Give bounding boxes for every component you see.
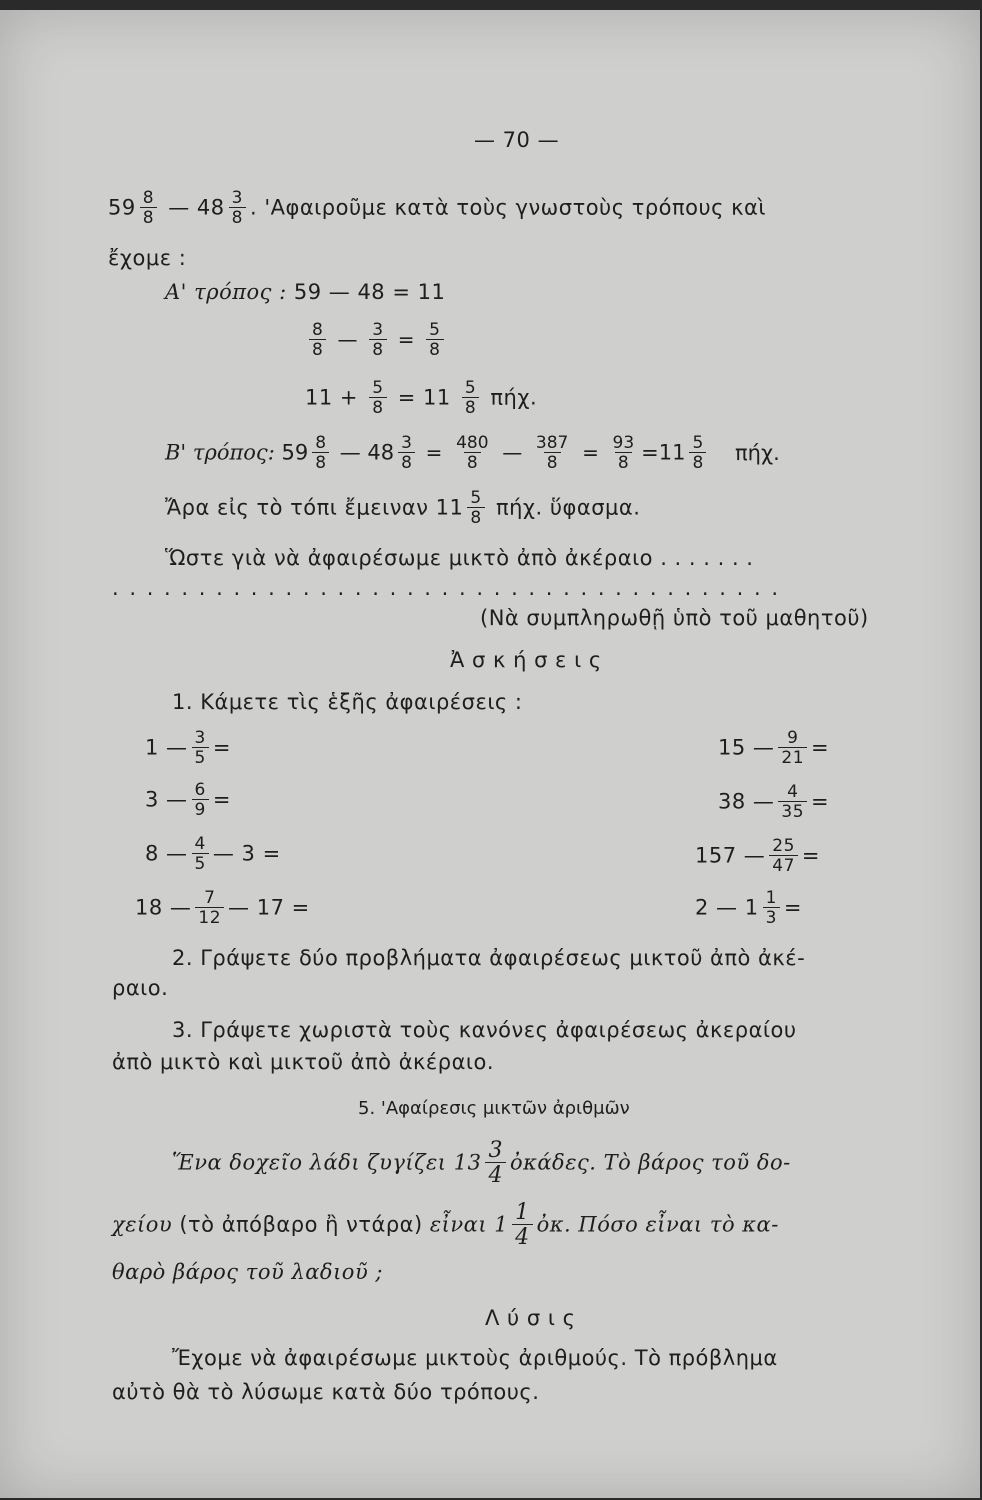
problem-right-4: 2 — 1 $\frac{1}{3}$ = xyxy=(695,888,803,928)
intro-line-2: ἔχομε : xyxy=(108,246,187,270)
problem-fraction-2: $\frac{1}{4}$ xyxy=(512,1202,533,1249)
remainder-tail: πήχ. ὕφασμα. xyxy=(495,495,641,520)
method-a-fraction-line: $\frac{8}{8}$ — $\frac{3}{8}$ = $\frac{5}{8}$ xyxy=(305,322,448,359)
so-line: Ὥστε γιὰ νὰ ἀφαιρέσωμε μικτὸ ἀπὸ ἀκέραιο . . . . . . . xyxy=(165,546,754,570)
method-a-eq: 59 — 48 = 11 xyxy=(293,280,446,304)
solution-line-2: αὐτὸ θὰ τὸ λύσωμε κατὰ δύο τρόπους. xyxy=(112,1380,540,1404)
intro-whole1: 59 xyxy=(108,195,136,220)
method-a-label: Α' τρόπος : xyxy=(165,280,287,304)
method-b-label: Β' τρόπος: xyxy=(165,440,275,465)
frac-a2: $\frac{3}{8}$ xyxy=(369,322,386,359)
problem-line-3: θαρὸ βάρος τοῦ λαδιοῦ ; xyxy=(112,1260,383,1284)
problem-right-1: 15 — $\frac{9}{21}$ = xyxy=(718,728,830,768)
frac-a5: $\frac{5}{8}$ xyxy=(462,380,479,417)
book-page xyxy=(0,10,980,1498)
frac-b3: $\frac{480}{8}$ xyxy=(456,433,489,473)
problem-line-2 xyxy=(112,1202,779,1249)
problem-fraction-1: $\frac{3}{4}$ xyxy=(485,1140,506,1187)
method-a-sum-line xyxy=(305,380,537,417)
problem-line-1 xyxy=(172,1140,791,1187)
problem-right-3: 157 — $\frac{25}{47}$ = xyxy=(695,836,821,876)
b-whole-3: =11 xyxy=(641,440,686,465)
exercise-2-line-1: 2. Γράψετε δύο προβλήματα ἀφαιρέσεως μικτοῦ ἀπὸ ἀκέ- xyxy=(172,946,806,970)
intro-fraction-2: $\frac{3}{8}$ xyxy=(229,190,246,227)
problem-l2e: ὀκ. Πόσο εἶναι τὸ κα- xyxy=(536,1212,779,1237)
problem-l2a: χείου xyxy=(112,1212,173,1237)
unit-a: πήχ. xyxy=(490,385,538,410)
problem-l2c: εἶναι 1 xyxy=(429,1212,509,1237)
problem-right-2: 38 — $\frac{4}{35}$ = xyxy=(718,782,830,822)
frac-remainder: $\frac{5}{8}$ xyxy=(467,490,484,527)
remainder-line xyxy=(165,490,640,527)
unit-b: πήχ. xyxy=(735,440,780,465)
frac-b1: $\frac{8}{8}$ xyxy=(312,435,329,472)
frac-b4: $\frac{387}{8}$ xyxy=(535,433,569,473)
solution-heading: Λ ύ σ ι ς xyxy=(485,1306,576,1330)
solution-line-1: Ἔχομε νὰ ἀφαιρέσωμε μικτοὺς ἀριθμούς. Τὸ πρόβλημα xyxy=(172,1346,778,1370)
exercise-2-line-2: ραιο. xyxy=(112,976,169,1000)
intro-text: . 'Αφαιροῦμε κατὰ τοὺς γνωστοὺς τρόπους καὶ xyxy=(249,195,766,220)
problem-l1a: Ἕνα δοχεῖο λάδι ζυγίζει 13 xyxy=(172,1150,482,1175)
problem-left-2: 3 — $\frac{6}{9}$ = xyxy=(145,780,231,820)
frac-b2: $\frac{3}{8}$ xyxy=(398,435,415,472)
intro-line xyxy=(108,190,766,227)
student-note: (Νὰ συμπληρωθῇ ὑπὸ τοῦ μαθητοῦ) xyxy=(480,606,869,630)
method-a-line xyxy=(165,280,445,304)
frac-a4: $\frac{5}{8}$ xyxy=(369,380,386,417)
exercises-heading: Ἀ σ κ ή σ ε ι ς xyxy=(450,648,602,672)
problem-left-4: 18 — $\frac{7}{12}$ — 17 = xyxy=(135,888,310,928)
exercise-1: 1. Κάμετε τὶς ἑξῆς ἀφαιρέσεις : xyxy=(172,690,523,714)
intro-minus: — 48 xyxy=(168,195,225,220)
exercise-3-line-2: ἀπὸ μικτὸ καὶ μικτοῦ ἀπὸ ἀκέραιο. xyxy=(112,1050,495,1074)
sum-left: 11 + xyxy=(305,385,358,410)
problem-l2b: (τὸ ἀπόβαρο ἢ ντάρα) xyxy=(179,1212,423,1237)
remainder-text: Ἄρα εἰς τὸ τόπι ἔμειναν 11 xyxy=(165,495,464,520)
problem-l1b: ὀκάδες. Τὸ βάρος τοῦ δο- xyxy=(509,1150,791,1175)
dots-line: . . . . . . . . . . . . . . . . . . . . . . . . . . . . . . . . . . . . . . . xyxy=(112,576,780,600)
page-number: — 70 — xyxy=(474,128,560,152)
sum-eq: = 11 xyxy=(397,385,451,410)
frac-b5: $\frac{93}{8}$ xyxy=(612,433,635,473)
problem-left-3: 8 — $\frac{4}{5}$ — 3 = xyxy=(145,834,281,874)
frac-a3: $\frac{5}{8}$ xyxy=(426,322,443,359)
b-whole-2: — 48 xyxy=(339,440,395,465)
section-heading: 5. 'Αφαίρεσις μικτῶν ἀριθμῶν xyxy=(358,1098,630,1119)
b-whole-1: 59 xyxy=(281,440,309,465)
problem-left-1: 1 — $\frac{3}{5}$ = xyxy=(145,728,231,768)
method-b-line: Β' τρόπος: 59 $\frac{8}{8}$ — 48 $\frac{3}{8}$ = $\frac{480}{8}$ — $\frac{387}{8}$ = $\frac{93}{8}$ =11 $\frac{5}{8}$ πήχ. xyxy=(165,433,780,473)
frac-a1: $\frac{8}{8}$ xyxy=(309,322,326,359)
frac-b6: $\frac{5}{8}$ xyxy=(689,435,706,472)
exercise-3-line-1: 3. Γράψετε χωριστὰ τοὺς κανόνες ἀφαιρέσεως ἀκεραίου xyxy=(172,1018,797,1042)
intro-fraction-1: $\frac{8}{8}$ xyxy=(140,190,157,227)
